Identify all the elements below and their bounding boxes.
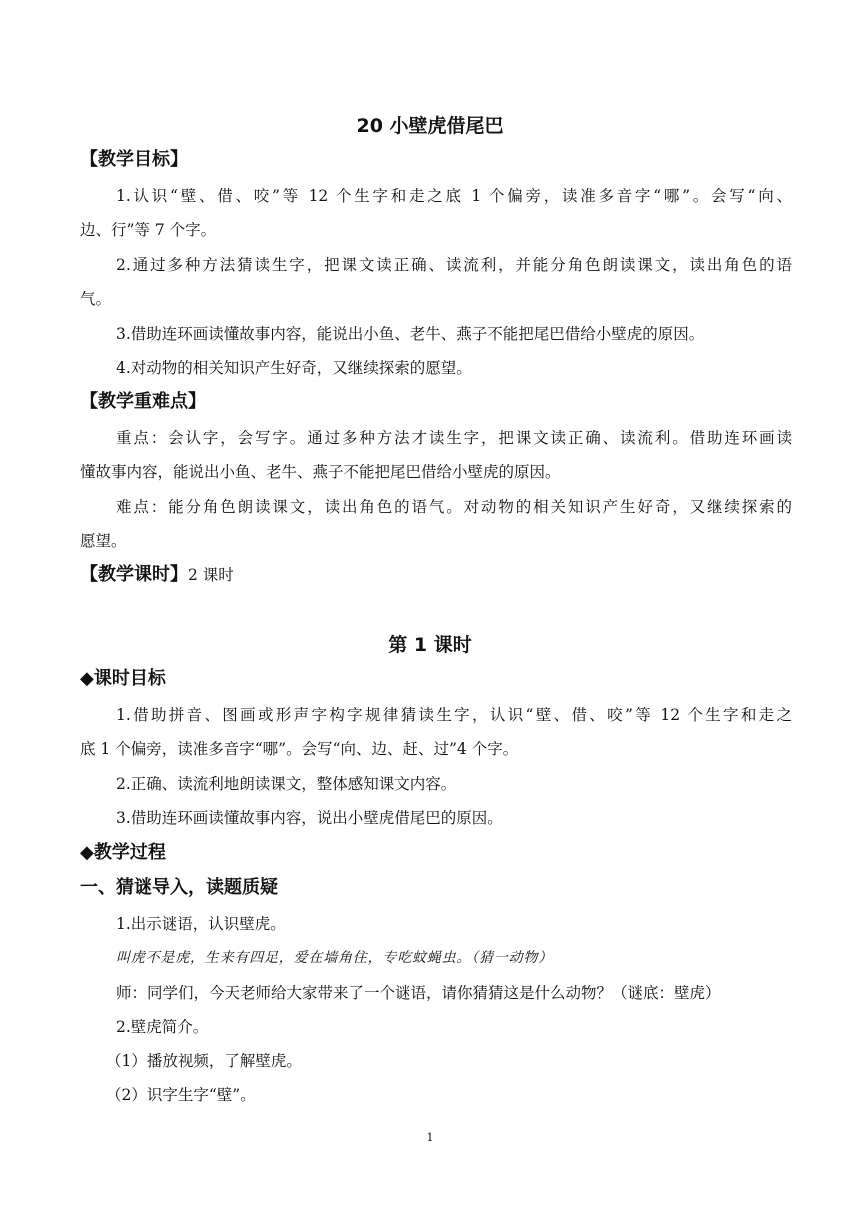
teacher-prompt: 师：同学们，今天老师给大家带来了一个谜语，请你猜猜这是什么动物？（谜底：壁虎） xyxy=(116,984,721,1002)
lesson-goal-1-line-1: 1.借助拼音、图画或形声字构字规律猜读生字，认识“壁、借、咬”等 12 个生字和走之 xyxy=(116,706,792,724)
goal-1-line-2: 边、行”等 7 个字。 xyxy=(80,221,217,239)
goal-2-line-1: 2.通过多种方法猜读生字，把课文读正确、读流利，并能分角色朗读课文，读出角色的语 xyxy=(116,256,792,274)
lesson-1-title: 第 1 课时 xyxy=(388,634,472,656)
riddle-text: 叫虎不是虎，生来有四足，爱在墙角住，专吃蚊蝇虫。（猜一动物） xyxy=(116,950,553,966)
goal-3: 3.借助连环画读懂故事内容，能说出小鱼、老牛、燕子不能把尾巴借给小壁虎的原因。 xyxy=(116,325,705,343)
goal-4: 4.对动物的相关知识产生好奇，又继续探索的愿望。 xyxy=(116,359,472,377)
step-2: 2.壁虎简介。 xyxy=(116,1018,209,1036)
goal-2-line-2: 气。 xyxy=(80,290,112,308)
sub-step-2: （2）识字生字“壁”。 xyxy=(106,1086,256,1104)
lesson-goal-3: 3.借助连环画读懂故事内容，说出小壁虎借尾巴的原因。 xyxy=(116,809,503,827)
key-point-line-1: 重点：会认字，会写字。通过多种方法才读生字，把课文读正确、读流利。借助连环画读 xyxy=(116,429,792,447)
teaching-process-heading: ◆教学过程 xyxy=(80,842,166,863)
teaching-hours-value: 2 课时 xyxy=(188,566,234,584)
sub-step-1: （1）播放视频，了解壁虎。 xyxy=(106,1052,302,1070)
page-number: 1 xyxy=(426,1131,434,1144)
teaching-hours-heading: 【教学课时】 xyxy=(80,564,188,585)
lesson-goals-heading: ◆课时目标 xyxy=(80,668,166,689)
difficult-point-line-1: 难点：能分角色朗读课文，读出角色的语气。对动物的相关知识产生好奇，又继续探索的 xyxy=(116,498,792,516)
goal-1-line-1: 1.认识“壁、借、咬”等 12 个生字和走之底 1 个偏旁，读准多音字“哪”。会写“向、 xyxy=(116,187,792,205)
lesson-title: 20 小壁虎借尾巴 xyxy=(356,115,504,137)
teaching-hours xyxy=(80,563,234,587)
key-point-line-2: 懂故事内容，能说出小鱼、老牛、燕子不能把尾巴借给小壁虎的原因。 xyxy=(80,463,561,481)
difficult-point-line-2: 愿望。 xyxy=(80,532,127,550)
lesson-goal-1-line-2: 底 1 个偏旁，读准多音字“哪”。会写“向、边、赶、过”4 个字。 xyxy=(80,740,519,758)
lesson-goal-2: 2.正确、读流利地朗读课文，整体感知课文内容。 xyxy=(116,775,457,793)
teaching-goals-heading: 【教学目标】 xyxy=(80,149,188,170)
section-1-heading: 一、猜谜导入，读题质疑 xyxy=(80,877,278,898)
key-points-heading: 【教学重难点】 xyxy=(80,391,206,412)
step-1: 1.出示谜语，认识壁虎。 xyxy=(116,915,286,933)
